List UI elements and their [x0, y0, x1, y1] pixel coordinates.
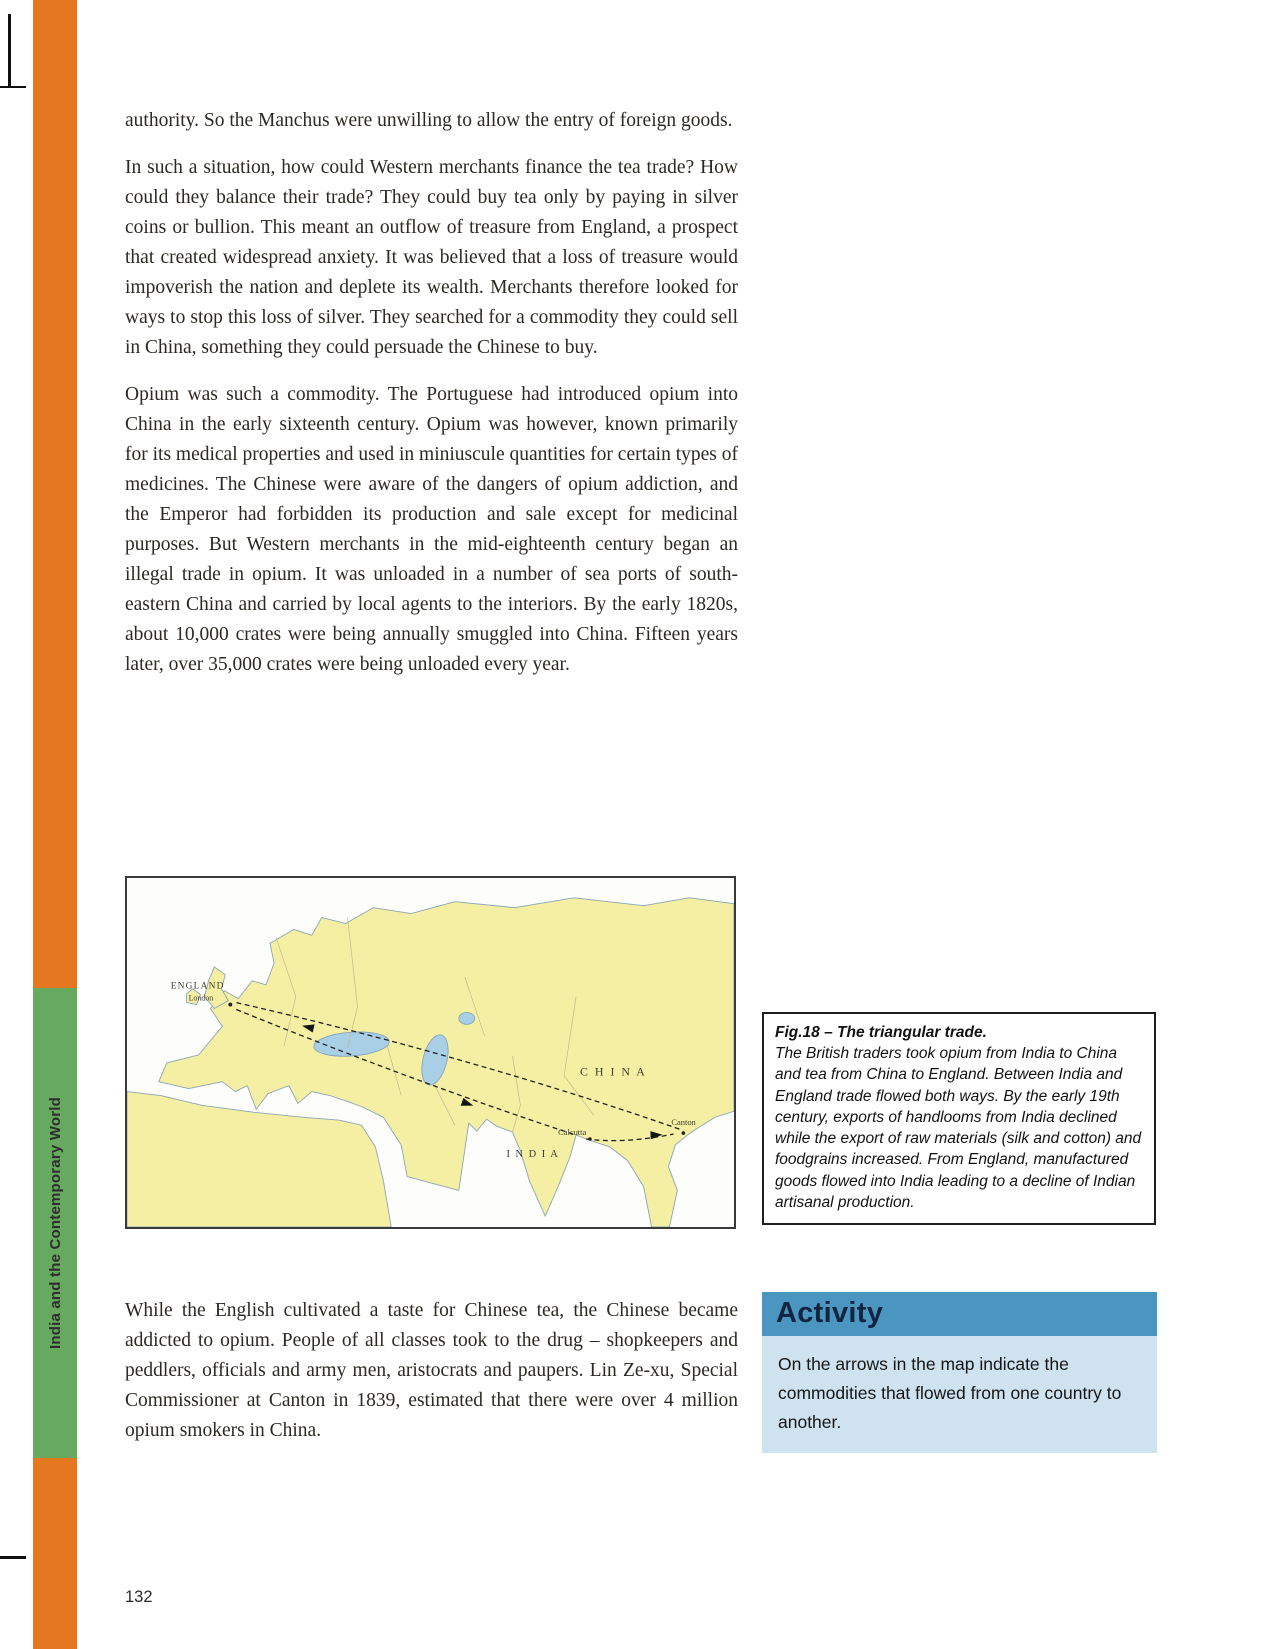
- activity-instructions: On the arrows in the map indicate the commodities that flowed from one country to another.: [762, 1336, 1157, 1453]
- trim-mark-horizontal-top: [0, 86, 26, 88]
- activity-header: [762, 1292, 1157, 1336]
- figure-caption: [762, 1012, 1156, 1225]
- calcutta-dot: [588, 1137, 592, 1141]
- paragraph: Opium was such a commodity. The Portuguese had introduced opium into China in the early sixteenth century. Opium was however, known primarily for its medical properties and used in miniuscule quantities for certain types of medicines. The Chinese were aware of the dangers of opium addiction, and the Emperor had forbidden its production and sale except for medicinal purposes. But Western merchants in the mid-eighteenth century began an illegal trade in opium. It was unloaded in a number of sea ports of south-eastern China and carried by local agents to the interiors. By the early 1820s, about 10,000 crates were being annually smuggled into China. Fifteen years later, over 35,000 crates were being unloaded every year.: [125, 384, 738, 675]
- activity-box: [762, 1292, 1157, 1453]
- figure-caption-title: Fig.18 – The triangular trade.: [775, 1024, 987, 1041]
- series-title-text: India and the Contemporary World: [46, 1097, 64, 1349]
- figure-caption-body: The British traders took opium from India to China and tea from China to England. Between India and England trade flowed both ways. By the early 19th century, exports of handlooms from India declined while the export of raw materials (silk and cotton) and foodgrains increased. From England, manufactured goods flowed into India leading to a decline of Indian artisanal production.: [775, 1045, 1142, 1211]
- trim-mark-vertical: [8, 14, 11, 88]
- india-label: I N D I A: [506, 1148, 560, 1160]
- series-title-vertical: [33, 988, 77, 1458]
- paragraph: In such a situation, how could Western merchants finance the tea trade? How could they balance their trade? They could buy tea only by paying in silver coins or bullion. This meant an outflow of treasure from England, a prospect that created widespread anxiety. It was believed that a loss of treasure would impoverish the nation and deplete its wealth. Merchants therefore looked for ways to stop this loss of silver. They searched for a commodity they could sell in China, something they could persuade the Chinese to buy.: [125, 157, 738, 358]
- canton-label: Canton: [671, 1117, 696, 1128]
- canton-dot: [682, 1131, 686, 1135]
- china-label: C H I N A: [580, 1064, 647, 1079]
- triangular-trade-map: [127, 878, 734, 1227]
- main-text-column: [125, 106, 738, 697]
- trim-mark-horizontal-bottom: [0, 1556, 26, 1559]
- aral-sea: [459, 1012, 475, 1024]
- bottom-text-column: [125, 1296, 738, 1463]
- activity-title: Activity: [776, 1297, 884, 1329]
- london-label: London: [188, 993, 214, 1003]
- page-number: 132: [125, 1588, 153, 1606]
- london-dot: [228, 1003, 232, 1007]
- england-label: ENGLAND: [170, 981, 225, 992]
- orange-side-bar-bottom: [33, 1458, 77, 1649]
- orange-side-bar-top: [33, 0, 77, 988]
- triangular-trade-map-figure: [125, 876, 736, 1229]
- paragraph: authority. So the Manchus were unwilling to allow the entry of foreign goods.: [125, 110, 733, 131]
- calcutta-label: Calcutta: [558, 1127, 587, 1138]
- paragraph: While the English cultivated a taste for Chinese tea, the Chinese became addicted to opium. People of all classes took to the drug – shopkeepers and peddlers, officials and army men, aristocrats and paupers. Lin Ze-xu, Special Commissioner at Canton in 1839, estimated that there were over 4 million opium smokers in China.: [125, 1300, 738, 1441]
